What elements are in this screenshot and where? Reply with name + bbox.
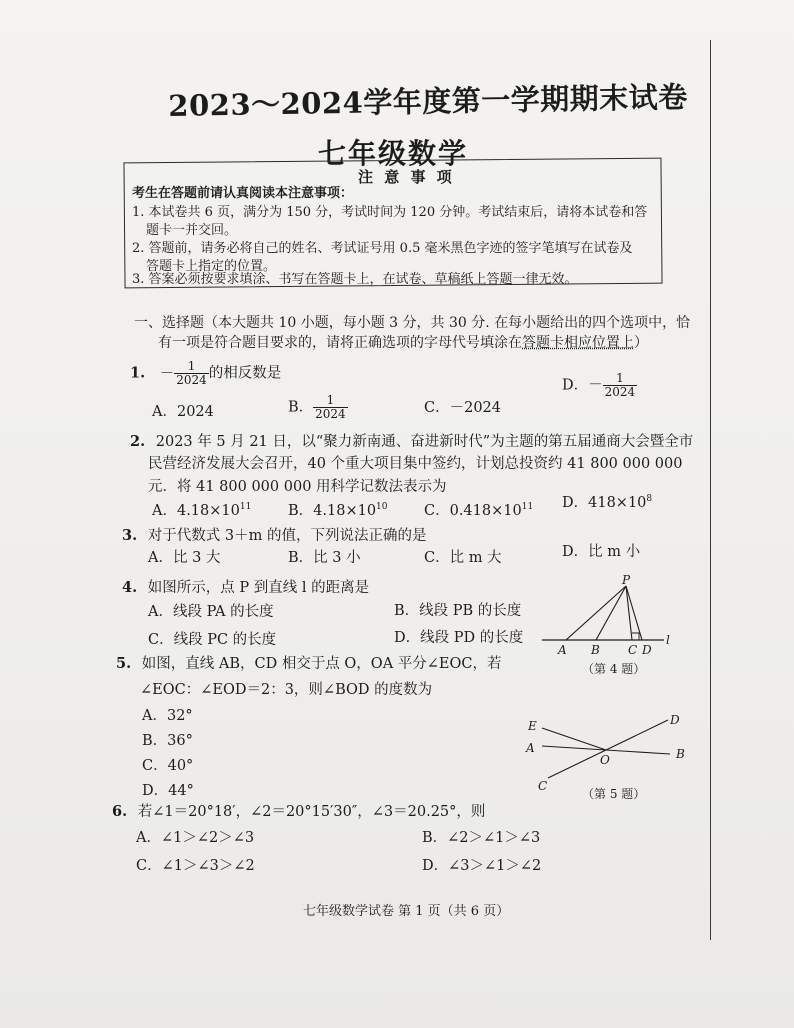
q3-option-c[interactable]: C．比 m 大 — [424, 550, 502, 566]
notice-item-1: 1. 本试卷共 6 页，满分为 150 分，考试时间为 120 分钟。考试结束后，请将本试卷和答 — [132, 205, 648, 220]
question-5-line-2: ∠EOC：∠EOD＝2：3，则∠BOD 的度数为 — [140, 682, 433, 698]
question-4-stem — [122, 576, 369, 597]
fig5-label-e: E — [528, 719, 537, 733]
notice-title: 注 意 事 项 — [358, 168, 455, 186]
q1-option-d-fraction — [603, 372, 638, 399]
page-edge-line — [710, 40, 711, 940]
figure-5 — [520, 708, 690, 808]
fig5-line-cd — [548, 720, 668, 778]
q1-option-b[interactable] — [288, 394, 348, 421]
question-4-text: 如图所示，点 P 到直线 l 的距离是 — [147, 580, 370, 596]
question-5-text-1: 如图，直线 AB，CD 相交于点 O，OA 平分∠EOC，若 — [141, 656, 502, 672]
question-5-number: 5. — [116, 655, 132, 672]
fig4-label-a: A — [558, 643, 567, 657]
fig5-label-d: D — [670, 713, 680, 727]
q1-option-b-fraction — [313, 394, 348, 421]
question-1-frac-num: 1 — [187, 359, 196, 373]
question-6-number: 6. — [112, 803, 128, 820]
q1-option-b-num: 1 — [326, 393, 335, 407]
question-1-stem — [130, 360, 281, 387]
q3-option-a[interactable]: A．比 3 大 — [148, 550, 221, 566]
question-2-line-3: 元．将 41 800 000 000 用科学记数法表示为 — [148, 479, 447, 495]
q6-option-b[interactable]: B．∠2＞∠1＞∠3 — [422, 830, 541, 846]
q1-option-a[interactable]: A．2024 — [152, 404, 214, 420]
section-1-line-2c: ） — [634, 335, 648, 351]
fig4-label-d: D — [642, 643, 652, 657]
section-1-line-2a: 有一项是符合题目要求的，请将正确选项的字母代号填涂在 — [158, 335, 522, 351]
fig4-label-l: l — [666, 633, 670, 647]
exam-subtitle: 七年级数学 — [318, 137, 469, 170]
section-1-line-2 — [158, 332, 648, 352]
q2-option-d-exp: 8 — [646, 494, 653, 505]
question-6-stem — [112, 800, 485, 821]
q1-option-d-den: 2024 — [604, 385, 636, 399]
q4-option-b[interactable]: B．线段 PB 的长度 — [394, 603, 522, 619]
fig5-label-b: B — [676, 747, 685, 761]
section-1-emphasis: 答题卡相应位置上 — [522, 335, 634, 351]
question-4-number: 4. — [122, 579, 138, 596]
question-5-line-1 — [116, 652, 502, 673]
notice-item-2: 2. 答题前，请务必将自己的姓名、考试证号用 0.5 毫米黑色字迹的签字笔填写在试卷及 — [132, 241, 633, 256]
q4-option-d[interactable]: D．线段 PD 的长度 — [394, 630, 524, 646]
fig4-caption: （第 4 题） — [582, 662, 646, 676]
fig5-label-o: O — [600, 753, 610, 767]
fig4-right-angle-mark — [632, 633, 639, 640]
q2-option-c[interactable] — [424, 499, 533, 520]
q5-option-b[interactable]: B．36° — [142, 733, 193, 749]
q2-option-a[interactable] — [152, 499, 251, 520]
fig4-label-c: C — [628, 643, 638, 657]
q5-option-a[interactable]: A．32° — [142, 708, 193, 724]
q1-option-d-label: D．－ — [562, 377, 603, 394]
fig4-label-p: P — [622, 574, 631, 587]
q5-option-d[interactable]: D．44° — [142, 783, 194, 799]
q1-option-b-den: 2024 — [315, 407, 346, 421]
question-6-text: 若∠1＝20°18′，∠2＝20°15′30″，∠3＝20.25°，则 — [137, 804, 486, 820]
exam-title: 2023～2024学年度第一学期期末试卷 — [168, 79, 689, 123]
question-2-text-1: 2023 年 5 月 21 日，以“聚力新南通、奋进新时代”为主题的第五届通商大会暨全市 — [155, 434, 694, 450]
q1-option-d[interactable] — [562, 372, 637, 399]
fig4-segment-pb — [596, 586, 626, 640]
q4-option-c[interactable]: C．线段 PC 的长度 — [148, 632, 277, 648]
q6-option-d[interactable]: D．∠3＞∠1＞∠2 — [422, 858, 542, 874]
q1-option-b-label: B． — [288, 399, 314, 416]
q4-option-a[interactable]: A．线段 PA 的长度 — [148, 604, 274, 620]
notice-item-3: 3. 答案必须按要求填涂、书写在答题卡上，在试卷、草稿纸上答题一律无效。 — [132, 272, 578, 287]
q1-option-c[interactable]: C．－2024 — [424, 400, 501, 416]
question-2-line-1 — [130, 430, 693, 451]
q3-option-d[interactable]: D．比 m 小 — [562, 544, 641, 560]
fig4-segment-pc — [626, 586, 632, 640]
q2-option-b-exp: 10 — [376, 502, 388, 513]
section-1-line-1: 一、选择题（本大题共 10 小题，每小题 3 分，共 30 分. 在每小题给出的四个选项中，恰 — [134, 315, 691, 331]
q3-option-b[interactable]: B．比 3 小 — [288, 550, 361, 566]
q6-option-c[interactable]: C．∠1＞∠3＞∠2 — [136, 858, 255, 874]
q2-option-c-base: C．0.418×10 — [424, 503, 522, 519]
question-3-number: 3. — [122, 527, 138, 544]
q2-option-b[interactable] — [288, 499, 388, 520]
page-footer: 七年级数学试卷 第 1 页（共 6 页） — [303, 904, 510, 919]
q2-option-a-base: A．4.18×10 — [152, 503, 240, 519]
question-1-frac-den: 2024 — [176, 373, 207, 387]
fig4-label-b: B — [591, 643, 600, 657]
q2-option-b-base: B．4.18×10 — [288, 503, 377, 519]
q2-option-c-exp: 11 — [521, 502, 534, 513]
fig5-caption: （第 5 题） — [582, 787, 646, 801]
fig4-segment-pa — [566, 586, 626, 640]
question-1-minus: － — [159, 365, 175, 382]
q6-option-a[interactable]: A．∠1＞∠2＞∠3 — [136, 830, 255, 846]
question-2-line-2: 民营经济发展大会召开，40 个重大项目集中签约，计划总投资约 41 800 000 000 — [148, 456, 683, 472]
q2-option-d-base: D．418×10 — [562, 495, 647, 511]
q5-option-c[interactable]: C．40° — [142, 758, 194, 774]
question-1-number: 1. — [130, 364, 146, 382]
question-1-fraction — [174, 360, 209, 387]
question-1-text: 的相反数是 — [208, 365, 282, 382]
question-2-number: 2. — [130, 433, 146, 450]
q2-option-a-exp: 11 — [239, 502, 252, 513]
notice-item-2-cont: 答题卡上指定的位置。 — [146, 259, 277, 274]
q2-option-d[interactable] — [562, 491, 652, 512]
question-3-stem — [122, 524, 426, 545]
fig5-label-c: C — [538, 779, 548, 793]
notice-heading: 考生在答题前请认真阅读本注意事项： — [132, 186, 354, 201]
q1-option-d-num: 1 — [616, 371, 624, 385]
fig5-label-a: A — [526, 741, 535, 755]
fig4-segment-pd — [626, 586, 642, 640]
figure-4 — [538, 574, 688, 678]
question-3-text: 对于代数式 3＋m 的值，下列说法正确的是 — [147, 528, 427, 544]
notice-item-1-cont: 题卡一并交回。 — [146, 223, 238, 238]
